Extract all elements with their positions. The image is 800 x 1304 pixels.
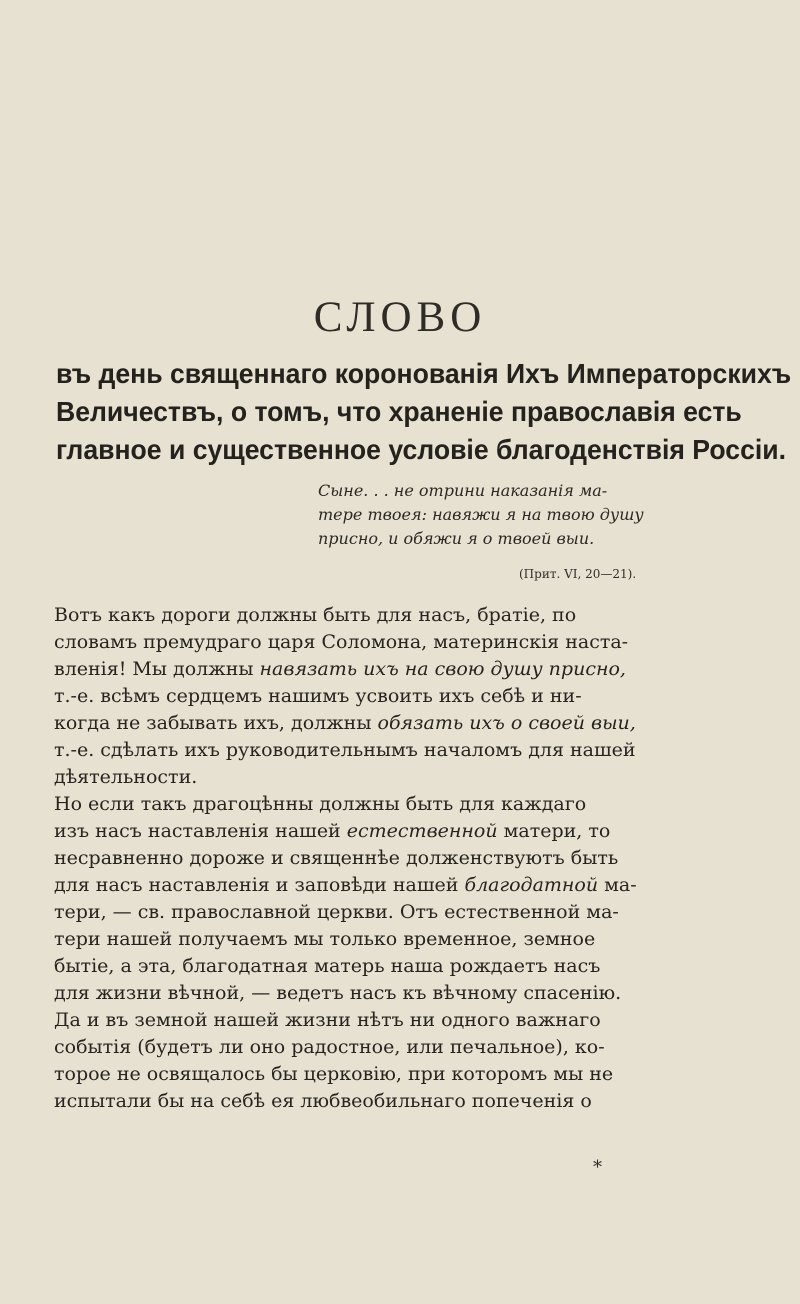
text-line: Да и въ земной нашей жизни нѣтъ ни одного важнаго	[54, 1009, 601, 1031]
text-line: т.-е. всѣмъ сердцемъ нашимъ усвоить ихъ себѣ и ни-	[54, 685, 582, 707]
subtitle	[56, 355, 792, 469]
text-line: испытали бы на себѣ ея любвеобильнаго попеченія о	[54, 1090, 592, 1112]
emphasis-span: благодатной	[464, 874, 599, 896]
text-span: ма-	[598, 874, 637, 896]
text-span: матери, то	[497, 820, 611, 842]
text-line: словамъ премудраго царя Соломона, материнскія наста-	[54, 631, 629, 653]
epigraph-line: тере твоея: навяжи я на твою душу	[318, 505, 644, 524]
text-line: т.-е. сдѣлать ихъ руководительнымъ началомъ для нашей	[54, 739, 636, 761]
body-text	[54, 602, 664, 1115]
text-line: тери, — св. православной церкви. Отъ естественной ма-	[54, 901, 619, 923]
text-line: событія (будетъ ли оно радостное, или печальное), ко-	[54, 1036, 605, 1058]
text-line	[54, 656, 664, 683]
text-line	[54, 710, 664, 737]
text-span: вленія! Мы должны	[54, 658, 260, 680]
text-line	[54, 818, 664, 845]
text-span: изъ насъ наставленія нашей	[54, 820, 347, 842]
emphasis-span: обязать ихъ о своей выи,	[377, 712, 636, 734]
emphasis-span: навязать ихъ на свою душу присно,	[259, 658, 626, 680]
text-line: для жизни вѣчной, — ведетъ насъ къ вѣчному спасенію.	[54, 982, 622, 1004]
text-line: несравненно дороже и священнѣе долженствуютъ быть	[54, 847, 619, 869]
subtitle-line: въ день священнаго коронованія Ихъ Императорскихъ	[56, 358, 792, 389]
signature-mark: *	[593, 1157, 602, 1178]
text-line	[54, 872, 664, 899]
text-line: дѣятельности.	[54, 766, 198, 788]
text-line: торое не освящалось бы церковію, при которомъ мы не	[54, 1063, 614, 1085]
text-line: Вотъ какъ дороги должны быть для насъ, братіе, по	[54, 604, 577, 626]
subtitle-line: Величествъ, о томъ, что храненіе православія есть	[56, 396, 742, 427]
text-line: бытіе, а эта, благодатная матерь наша рождаетъ насъ	[54, 955, 601, 977]
text-span: для насъ наставленія и заповѣди нашей	[54, 874, 465, 896]
epigraph-citation: (Прит. VI, 20—21).	[519, 567, 637, 581]
emphasis-span: естественной	[346, 820, 498, 842]
epigraph-line: присно, и обяжи я о твоей выи.	[318, 529, 595, 548]
epigraph	[318, 479, 678, 551]
subtitle-line: главное и существенное условіе благоденствія Россіи.	[56, 434, 787, 465]
text-line: Но если такъ драгоцѣнны должны быть для каждаго	[54, 793, 587, 815]
page-title: СЛОВО	[313, 294, 487, 341]
text-line: тери нашей получаемъ мы только временное, земное	[54, 928, 596, 950]
text-span: когда не забывать ихъ, должны	[54, 712, 378, 734]
epigraph-line: Сыне. . . не отрини наказанія ма-	[318, 481, 608, 500]
